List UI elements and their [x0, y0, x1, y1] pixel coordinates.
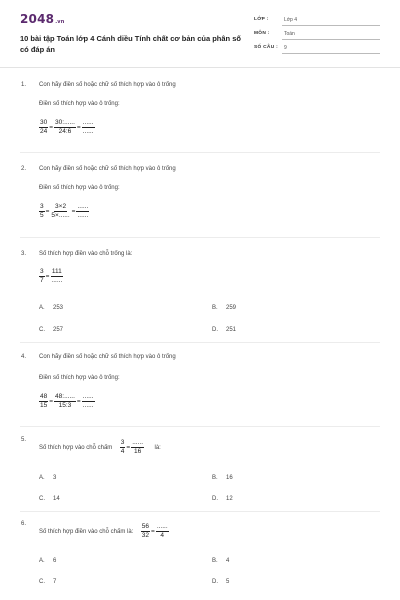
fraction-expression: $\frac{3}{5}$ = $\frac{3\times 2}{5\times......}$ = $\frac{......}{......}$: [40, 203, 89, 220]
fraction-expression: $\frac{30}{24}$ = $\frac{30:......}{24:6}$ = $\frac{......}{......}$: [40, 119, 94, 136]
meta-key: LỚP :: [254, 17, 269, 22]
fraction: $\frac{3}{5}$: [40, 203, 44, 220]
answer-option-a[interactable]: A. 253: [39, 305, 64, 311]
meta-underline: [282, 39, 380, 40]
question-divider: [20, 237, 380, 238]
answer-option-a[interactable]: A. 3: [39, 475, 57, 481]
question-text: Số thích hợp điền vào chỗ trống là:: [39, 251, 133, 257]
meta-key: MÔN :: [254, 31, 270, 36]
question-divider: [20, 152, 380, 153]
question-divider: [20, 511, 380, 512]
fraction-blank[interactable]: $\frac{......}{......}$: [77, 203, 89, 220]
answer-option-c[interactable]: C. 14: [39, 496, 60, 502]
question-instruction: Điền số thích hợp vào ô trống:: [39, 375, 120, 381]
answer-option-d[interactable]: D. 5: [212, 579, 230, 585]
answer-option-c[interactable]: C. 7: [39, 579, 57, 585]
fraction-blank[interactable]: $\frac{......}{......}$: [82, 393, 94, 410]
answer-option-b[interactable]: B. 4: [212, 558, 230, 564]
question-number: 1.: [21, 82, 27, 88]
meta-row-class: [254, 16, 380, 30]
question-text: Số thích hợp vào chỗ chấm: [39, 444, 113, 451]
logo-main: 2048: [20, 12, 55, 26]
fraction: $\frac{30:......}{24:6}$: [55, 119, 75, 136]
question-divider: [20, 342, 380, 343]
question-text: Số thích hợp điền vào chỗ chấm là:: [39, 528, 134, 535]
fraction: $\frac{48:......}{15:3}$: [55, 393, 75, 410]
answer-option-d[interactable]: D. 12: [212, 496, 233, 502]
meta-row-subject: [254, 30, 380, 44]
fraction: $\frac{56}{32}$: [141, 523, 150, 540]
question-line: Số thích hợp điền vào chỗ chấm là: $\frac{56}{32}$ = $\frac{......}{4}$: [39, 523, 168, 540]
fraction: $\frac{3\times 2}{5\times......}$: [51, 203, 70, 220]
fraction: $\frac{3}{4}$: [120, 439, 125, 456]
document-title: 10 bài tập Toán lớp 4 Cánh diều Tính chất cơ bản của phân số có đáp án: [20, 34, 241, 54]
answer-option-a[interactable]: A. 6: [39, 558, 57, 564]
meta-value: Lớp 4: [284, 17, 298, 23]
question-number: 6.: [21, 521, 27, 527]
meta-underline: [282, 25, 380, 26]
fraction: $\frac{3}{7}$: [40, 268, 44, 285]
answer-option-c[interactable]: C. 257: [39, 327, 64, 333]
site-logo[interactable]: [20, 12, 65, 26]
fraction: $\frac{30}{24}$: [40, 119, 48, 136]
fraction: $\frac{48}{15}$: [40, 393, 48, 410]
question-line: Số thích hợp vào chỗ chấm $\frac{3}{4}$ = $\frac{......}{16}$ là:: [39, 439, 161, 456]
answer-option-b[interactable]: B. 16: [212, 475, 233, 481]
question-text-after: là:: [154, 444, 161, 451]
answer-option-d[interactable]: D. 251: [212, 327, 237, 333]
fraction-blank[interactable]: $\frac{......}{4}$: [156, 523, 168, 540]
question-number: 2.: [21, 166, 27, 172]
meta-value: Toán: [284, 31, 295, 37]
fraction-expression: $\frac{48}{15}$ = $\frac{48:......}{15:3}$ = $\frac{......}{......}$: [40, 393, 94, 410]
meta-row-count: [254, 44, 380, 58]
fraction-blank[interactable]: $\frac{111}{......}$: [51, 268, 63, 285]
meta-underline: [282, 53, 380, 54]
fraction-blank[interactable]: $\frac{......}{16}$: [132, 439, 144, 456]
logo-suffix: .vn: [55, 19, 65, 25]
question-text: Con hãy điền số hoặc chữ số thích hợp vào ô trống: [39, 354, 176, 360]
meta-info: [254, 16, 380, 58]
meta-key: SỐ CÂU :: [254, 45, 278, 50]
fraction-blank[interactable]: $\frac{......}{......}$: [82, 119, 94, 136]
question-divider: [20, 426, 380, 427]
fraction-expression: $\frac{3}{7}$ = $\frac{111}{......}$: [40, 268, 63, 285]
question-text: Con hãy điền số hoặc chữ số thích hợp vào ô trống: [39, 166, 176, 172]
question-number: 3.: [21, 251, 27, 257]
question-instruction: Điền số thích hợp vào ô trống:: [39, 101, 120, 107]
meta-value: 9: [284, 45, 287, 51]
answer-option-b[interactable]: B. 259: [212, 305, 237, 311]
document-header: [0, 0, 400, 68]
question-instruction: Điền số thích hợp vào ô trống:: [39, 185, 120, 191]
question-text: Con hãy điền số hoặc chữ số thích hợp vào ô trống: [39, 82, 176, 88]
question-number: 4.: [21, 354, 27, 360]
question-number: 5.: [21, 437, 27, 443]
